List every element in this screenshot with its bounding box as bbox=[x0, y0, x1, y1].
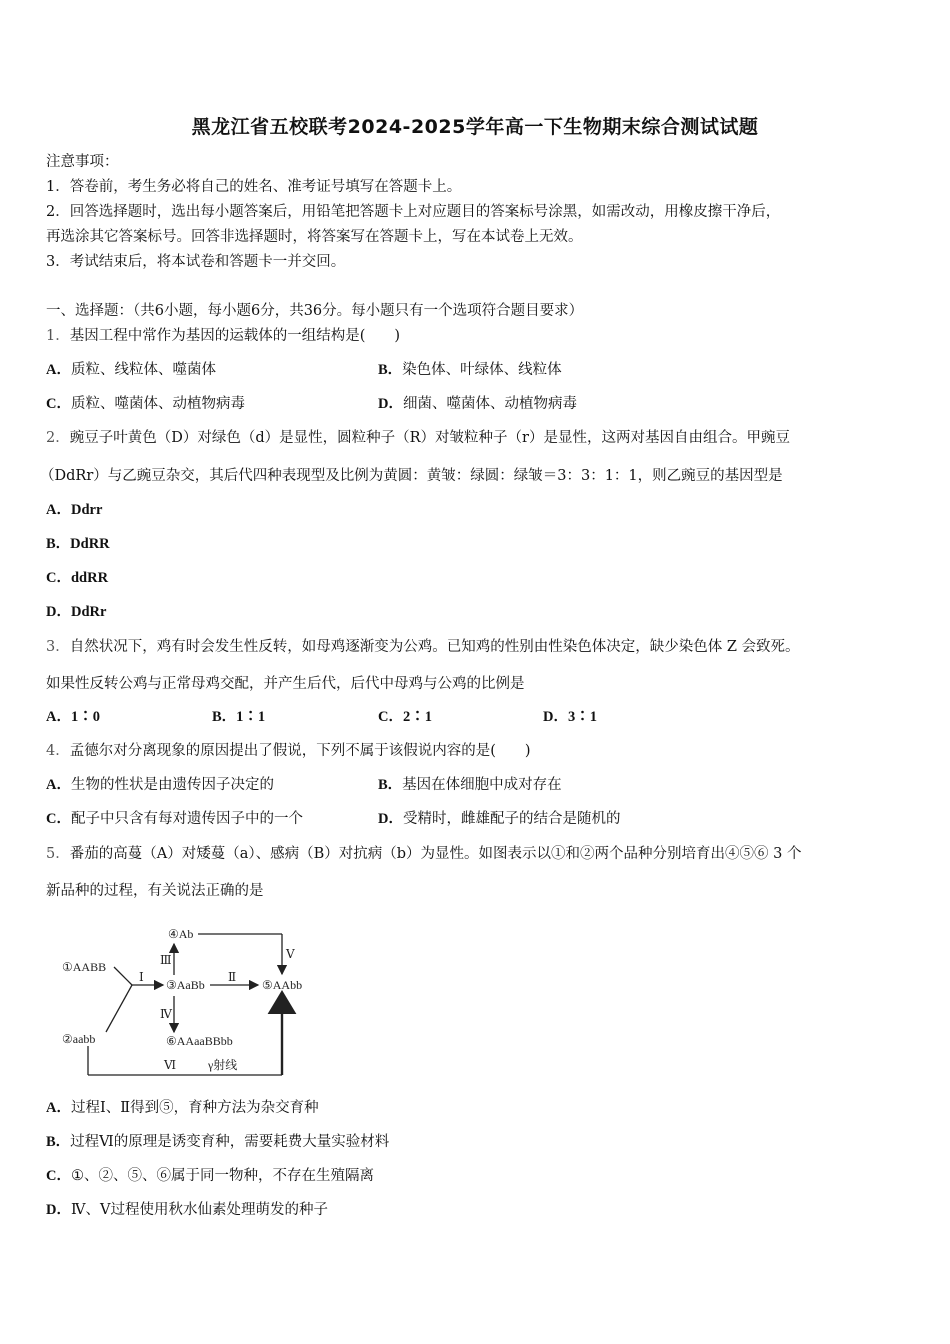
question-4 bbox=[46, 741, 531, 761]
q4-option-a: A．生物的性状是由遗传因子决定的 bbox=[46, 777, 274, 793]
question-stem: 豌豆子叶黄色（D）对绿色（d）是显性，圆粒种子（R）对皱粒种子（r）是显性，这两对基因自由组合。甲豌豆 bbox=[69, 430, 790, 446]
breeding-diagram bbox=[46, 912, 366, 1088]
question-5-cont: 新品种的过程，有关说法正确的是 bbox=[46, 883, 264, 899]
process-3-label: Ⅲ bbox=[160, 953, 172, 967]
question-stem: 基因工程中常作为基因的运载体的一组结构是( ) bbox=[69, 328, 401, 344]
q1-option-c: C．质粒、噬菌体、动植物病毒 bbox=[46, 396, 245, 412]
question-number: 1． bbox=[46, 328, 70, 344]
question-stem: 孟德尔对分离现象的原因提出了假说，下列不属于该假说内容的是( ) bbox=[69, 743, 531, 759]
q4-option-d: D．受精时，雌雄配子的结合是随机的 bbox=[378, 811, 621, 827]
q4-option-b: B．基因在体细胞中成对存在 bbox=[378, 777, 562, 793]
q5-option-d: D．Ⅳ、Ⅴ过程使用秋水仙素处理萌发的种子 bbox=[46, 1202, 328, 1218]
q5-option-a: A．过程Ⅰ、Ⅱ得到⑤，育种方法为杂交育种 bbox=[46, 1100, 319, 1116]
question-5 bbox=[46, 844, 801, 864]
q3-option-a: A．1∶0 bbox=[46, 709, 100, 725]
notice-item: 2．回答选择题时，选出每小题答案后，用铅笔把答题卡上对应题目的答案标号涂黑，如需改动，用橡皮擦干净后， bbox=[46, 204, 781, 220]
q3-option-d: D．3∶1 bbox=[543, 709, 597, 725]
question-2 bbox=[46, 428, 790, 448]
node-6: ⑥AAaaBBbb bbox=[166, 1034, 233, 1048]
node-5: ⑤AAbb bbox=[262, 978, 303, 992]
question-stem: 番茄的高蔓（A）对矮蔓（a）、感病（B）对抗病（b）为显性。如图表示以①和②两个品种分别培育出④⑤⑥ 3 个 bbox=[69, 846, 802, 862]
question-2-cont: （DdRr）与乙豌豆杂交，其后代四种表现型及比例为黄圆：黄皱：绿圆：绿皱＝3：3：1：1，则乙豌豆的基因型是 bbox=[40, 468, 783, 484]
question-number: 2． bbox=[46, 430, 70, 446]
notice-item: 再选涂其它答案标号。回答非选择题时，将答案写在答题卡上，写在本试卷上无效。 bbox=[46, 229, 583, 245]
node-3: ③AaBb bbox=[166, 978, 205, 992]
question-number: 3． bbox=[46, 639, 70, 655]
question-stem: 自然状况下，鸡有时会发生性反转，如母鸡逐渐变为公鸡。已知鸡的性别由性染色体决定，缺少染色体 Z 会致死。 bbox=[69, 639, 800, 655]
node-2: ②aabb bbox=[62, 1032, 96, 1046]
q5-option-b: B．过程Ⅵ的原理是诱变育种，需要耗费大量实验材料 bbox=[46, 1134, 390, 1150]
q2-option-a: A．Ddrr bbox=[46, 502, 103, 518]
question-number: 4． bbox=[46, 743, 70, 759]
process-2-label: Ⅱ bbox=[228, 970, 237, 984]
q3-option-b: B．1∶1 bbox=[212, 709, 266, 725]
q1-option-b: B．染色体、叶绿体、线粒体 bbox=[378, 362, 562, 378]
question-1 bbox=[46, 326, 400, 346]
q5-option-c: C．①、②、⑤、⑥属于同一物种，不存在生殖隔离 bbox=[46, 1168, 374, 1184]
section-heading: 一、选择题：（共6小题，每小题6分，共36分。每小题只有一个选项符合题目要求） bbox=[46, 303, 584, 319]
notice-heading: 注意事项： bbox=[46, 154, 119, 170]
question-3 bbox=[46, 637, 800, 657]
q4-option-c: C．配子中只含有每对遗传因子中的一个 bbox=[46, 811, 303, 827]
process-6-label: Ⅵ bbox=[164, 1058, 177, 1072]
gamma-ray-label: γ射线 bbox=[208, 1058, 238, 1072]
question-3-cont: 如果性反转公鸡与正常母鸡交配，并产生后代，后代中母鸡与公鸡的比例是 bbox=[46, 676, 525, 692]
process-4-label: Ⅳ bbox=[160, 1007, 172, 1021]
process-5-label: Ⅴ bbox=[286, 947, 295, 961]
notice-item: 3．考试结束后，将本试卷和答题卡一并交回。 bbox=[46, 254, 346, 270]
question-number: 5． bbox=[46, 846, 70, 862]
q2-option-b: B．DdRR bbox=[46, 536, 110, 552]
node-4: ④Ab bbox=[168, 927, 194, 941]
node-1: ①AABB bbox=[62, 960, 107, 974]
q2-option-d: D．DdRr bbox=[46, 604, 107, 620]
q3-option-c: C．2∶1 bbox=[378, 709, 432, 725]
page-title: 黑龙江省五校联考2024-2025学年高一下生物期末综合测试试题 bbox=[191, 116, 759, 138]
q1-option-a: A．质粒、线粒体、噬菌体 bbox=[46, 362, 216, 378]
q1-option-d: D．细菌、噬菌体、动植物病毒 bbox=[378, 396, 577, 412]
process-1-label: Ⅰ bbox=[139, 970, 144, 984]
q2-option-c: C．ddRR bbox=[46, 570, 109, 586]
notice-item: 1．答卷前，考生务必将自己的姓名、准考证号填写在答题卡上。 bbox=[46, 179, 462, 195]
